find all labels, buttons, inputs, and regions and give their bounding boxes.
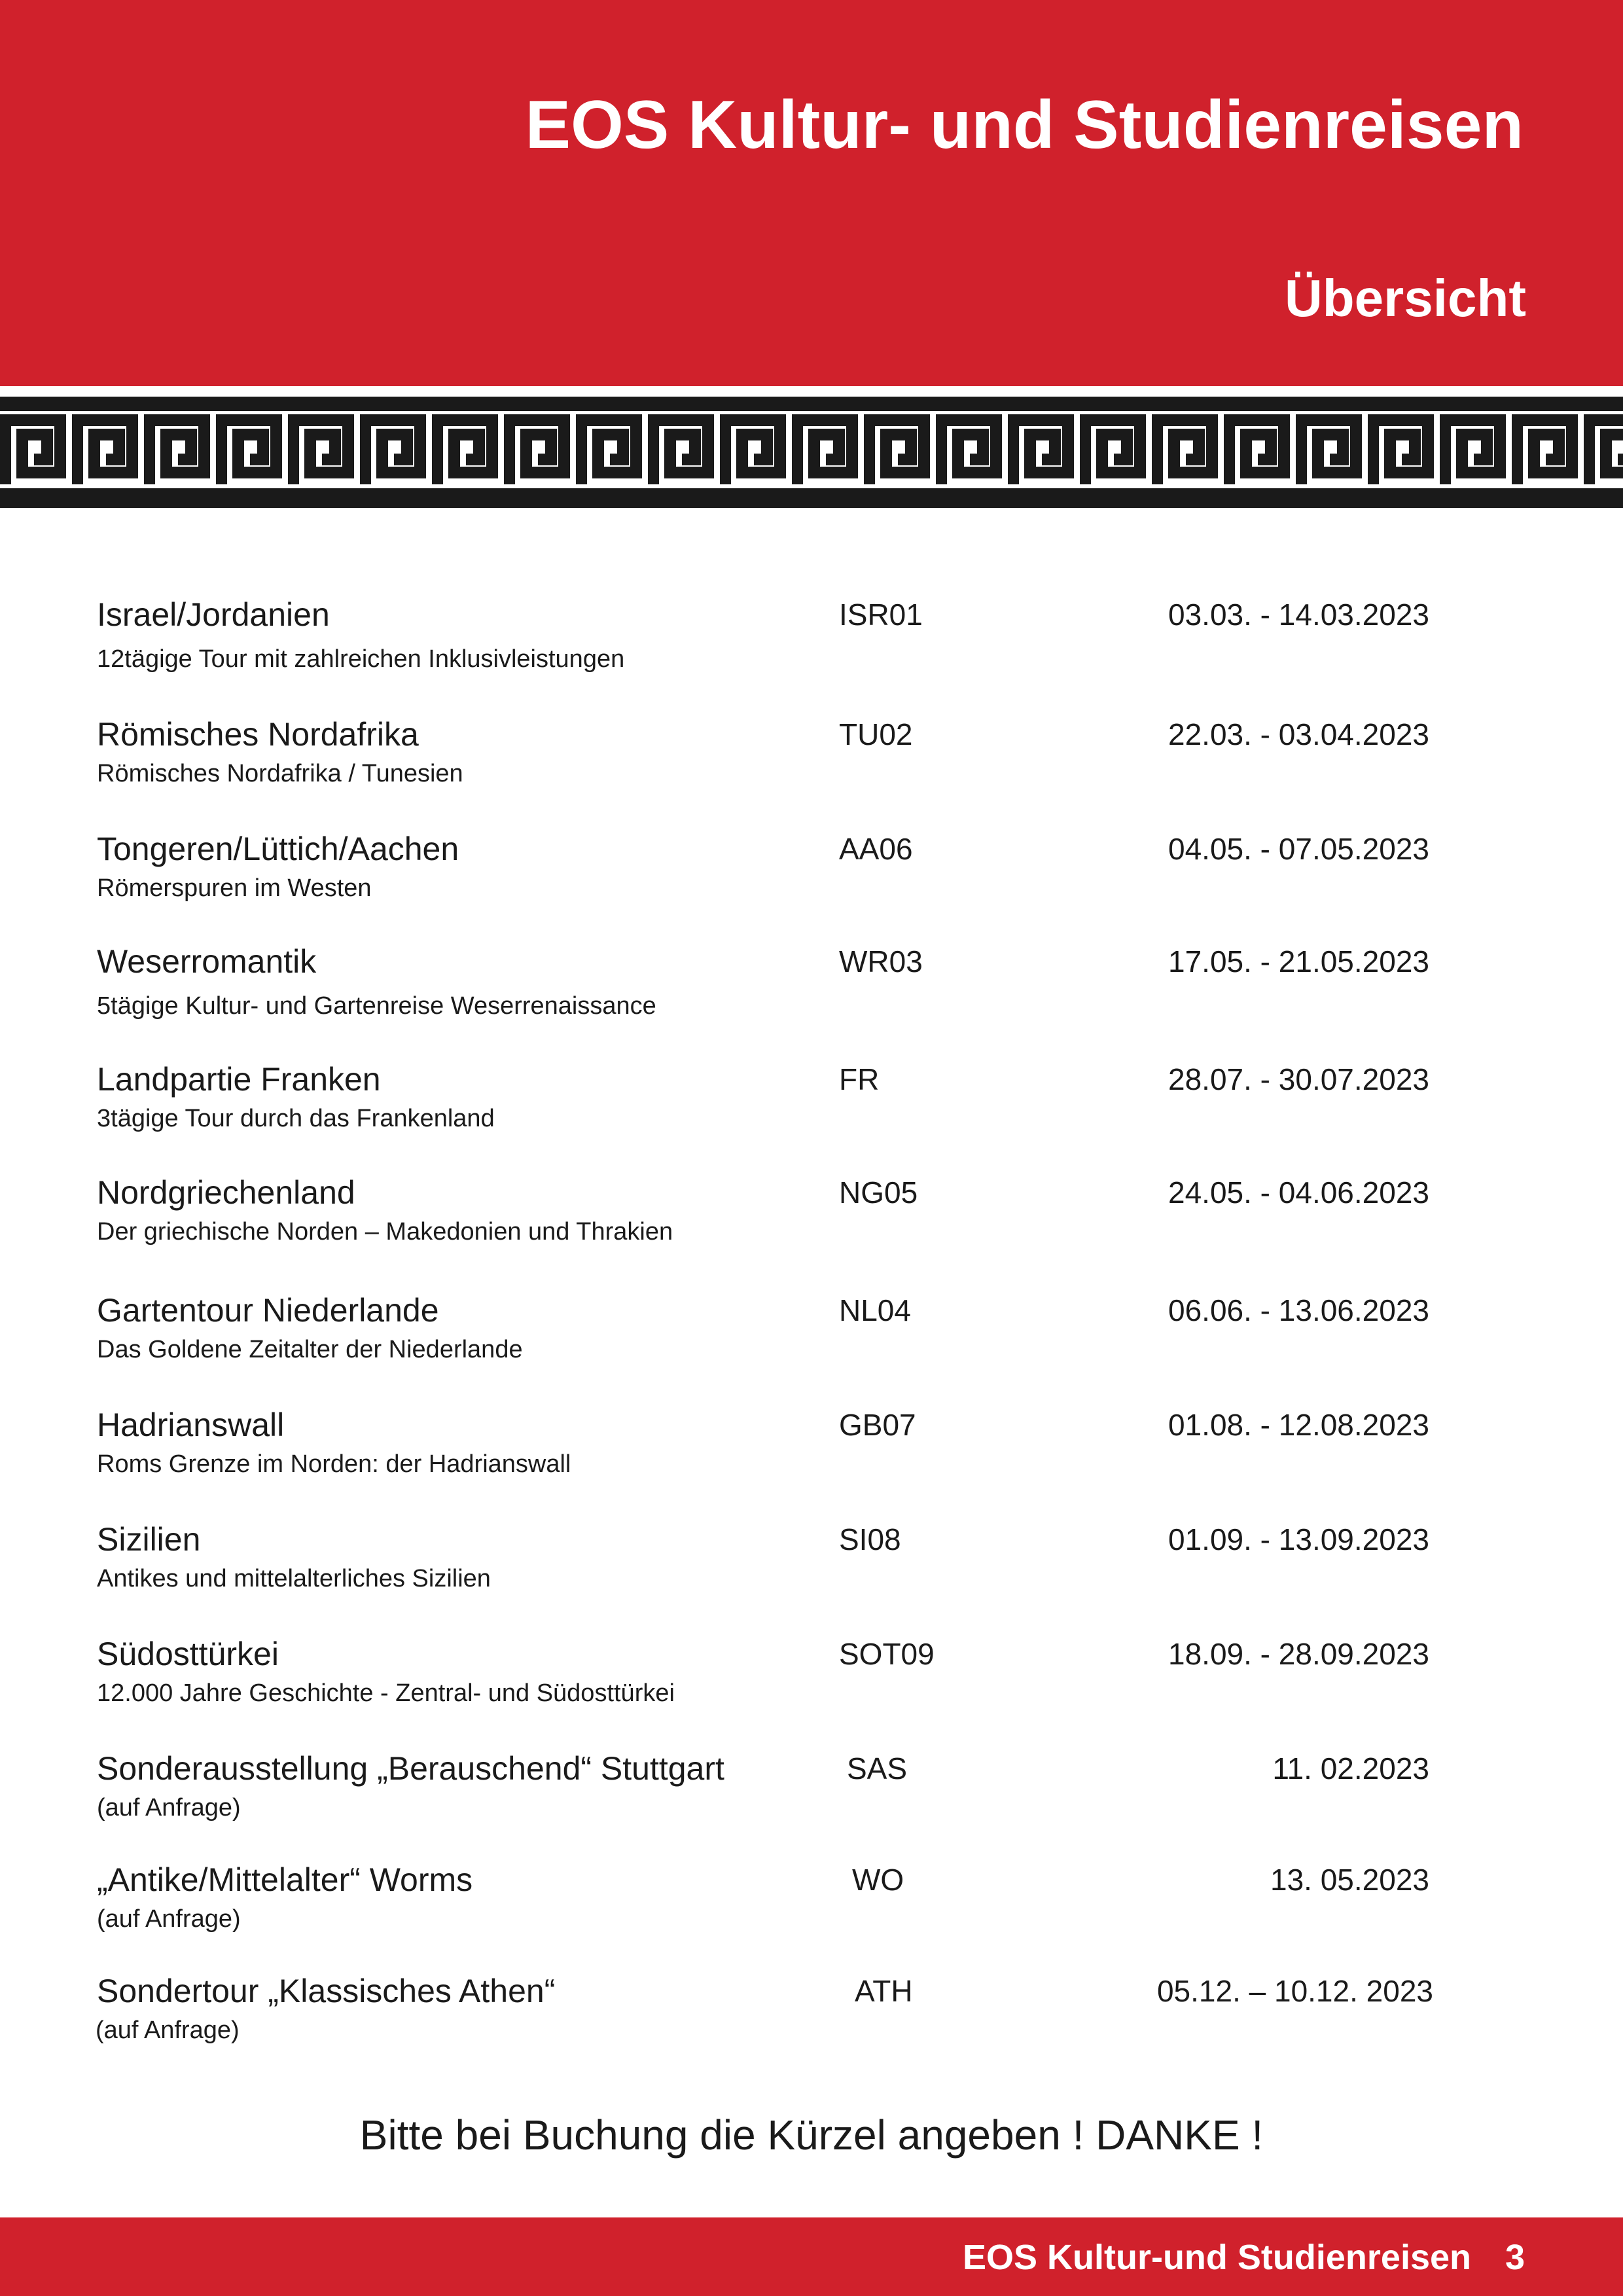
page-number: 3	[1505, 2238, 1525, 2277]
trip-dates: 13. 05.2023	[1270, 1863, 1429, 1897]
trip-subtitle: 12.000 Jahre Geschichte - Zentral- und Südosttürkei	[97, 1679, 675, 1707]
greek-key-border	[0, 397, 1623, 508]
trip-row	[0, 596, 1623, 681]
trip-title: Römisches Nordafrika	[97, 716, 419, 753]
trip-code: NL04	[839, 1293, 911, 1327]
trip-row	[0, 715, 1623, 800]
trip-code: AA06	[839, 832, 913, 866]
trip-row	[0, 1972, 1623, 2057]
trip-code: ISR01	[839, 598, 923, 632]
trip-dates: 04.05. - 07.05.2023	[1168, 832, 1429, 866]
trip-code: SAS	[847, 1751, 908, 1785]
trip-dates: 11. 02.2023	[1272, 1751, 1429, 1785]
trip-title: „Antike/Mittelalter“ Worms	[97, 1861, 473, 1898]
trip-row	[0, 1520, 1623, 1605]
trip-row	[0, 1749, 1623, 1835]
trip-code: NG05	[839, 1175, 918, 1210]
trip-code: ATH	[855, 1974, 913, 2008]
trip-code: TU02	[839, 717, 913, 751]
trip-dates: 28.07. - 30.07.2023	[1168, 1062, 1429, 1096]
trip-dates: 24.05. - 04.06.2023	[1168, 1175, 1429, 1210]
trip-dates: 22.03. - 03.04.2023	[1168, 717, 1429, 751]
trip-dates: 06.06. - 13.06.2023	[1168, 1293, 1429, 1327]
trip-title: Sizilien	[97, 1521, 201, 1558]
trip-subtitle: 3tägige Tour durch das Frankenland	[97, 1105, 495, 1132]
trip-dates: 01.09. - 13.09.2023	[1168, 1522, 1429, 1556]
trip-title: Israel/Jordanien	[97, 596, 330, 633]
trip-subtitle: 5tägige Kultur- und Gartenreise Weserrenaissance	[97, 992, 656, 1020]
trip-title: Weserromantik	[97, 943, 317, 980]
trip-row	[0, 830, 1623, 915]
footer-banner	[0, 2217, 1623, 2296]
trip-title: Sondertour „Klassisches Athen“	[97, 1973, 556, 2009]
trip-title: Gartentour Niederlande	[97, 1292, 439, 1329]
meander-pattern	[0, 397, 1623, 508]
trip-row	[0, 1861, 1623, 1946]
trip-title: Nordgriechenland	[97, 1174, 355, 1211]
trip-subtitle: Römerspuren im Westen	[97, 874, 372, 902]
trip-subtitle: Antikes und mittelalterliches Sizilien	[97, 1565, 491, 1592]
trip-subtitle: (auf Anfrage)	[97, 1794, 241, 1821]
trip-row	[0, 1174, 1623, 1259]
trip-subtitle: Römisches Nordafrika / Tunesien	[97, 760, 463, 787]
trip-subtitle: Der griechische Norden – Makedonien und Thrakien	[97, 1218, 673, 1246]
trip-title: Sonderausstellung „Berauschend“ Stuttgart	[97, 1750, 724, 1787]
trip-row	[0, 1060, 1623, 1145]
trip-subtitle: Roms Grenze im Norden: der Hadrianswall	[97, 1450, 571, 1478]
trip-dates: 03.03. - 14.03.2023	[1168, 598, 1429, 632]
trip-dates: 05.12. – 10.12. 2023	[1156, 1974, 1433, 2008]
trip-code: GB07	[839, 1408, 916, 1442]
page-title: EOS Kultur- und Studienreisen	[525, 87, 1524, 163]
trip-title: Südosttürkei	[97, 1636, 279, 1672]
trip-title: Hadrianswall	[97, 1407, 285, 1443]
trip-subtitle: (auf Anfrage)	[96, 2017, 240, 2044]
booking-notice: Bitte bei Buchung die Kürzel angeben ! DANKE !	[359, 2111, 1264, 2159]
trip-dates: 17.05. - 21.05.2023	[1168, 944, 1429, 978]
trip-code: FR	[839, 1062, 880, 1096]
trip-row	[0, 1406, 1623, 1491]
trip-code: WR03	[839, 944, 923, 978]
trip-dates: 18.09. - 28.09.2023	[1168, 1637, 1429, 1671]
trip-subtitle: 12tägige Tour mit zahlreichen Inklusivleistungen	[97, 645, 625, 673]
header-banner	[0, 0, 1623, 386]
trip-code: SOT09	[839, 1637, 935, 1671]
trip-subtitle: (auf Anfrage)	[97, 1905, 241, 1933]
trip-row	[0, 942, 1623, 1028]
trip-title: Tongeren/Lüttich/Aachen	[97, 831, 459, 867]
trip-subtitle: Das Goldene Zeitalter der Niederlande	[97, 1336, 523, 1363]
trip-code: WO	[852, 1863, 904, 1897]
trip-title: Landpartie Franken	[97, 1061, 381, 1098]
trip-code: SI08	[839, 1522, 901, 1556]
trip-dates: 01.08. - 12.08.2023	[1168, 1408, 1429, 1442]
page-subtitle: Übersicht	[1285, 269, 1526, 327]
trip-row	[0, 1635, 1623, 1720]
trip-row	[0, 1291, 1623, 1376]
footer-brand: EOS Kultur-und Studienreisen	[962, 2238, 1471, 2277]
